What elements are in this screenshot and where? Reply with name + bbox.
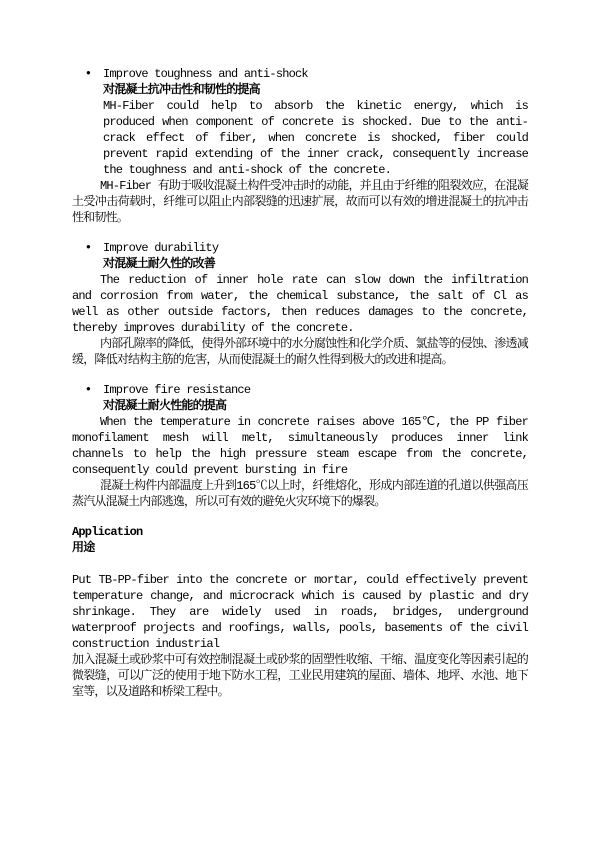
section-heading-zh: 对混凝土耐火性能的提高 [103, 399, 227, 413]
list-item [86, 66, 528, 178]
section-durability [72, 240, 528, 368]
section-application [72, 524, 528, 700]
section-title-en: Improve durability [103, 241, 219, 255]
list-item-body [103, 240, 528, 272]
bullet-icon: ● [86, 385, 91, 394]
application-body [72, 572, 528, 700]
section-toughness [72, 66, 528, 226]
section-heading-zh: 对混凝土抗冲击性和韧性的提高 [103, 83, 260, 97]
list-item-body [103, 382, 528, 414]
section-heading-zh: 对混凝土耐久性的改善 [103, 257, 216, 271]
section-fire-resistance [72, 382, 528, 510]
bullet-icon: ● [86, 243, 91, 252]
section-paragraph-en: When the temperature in concrete raises above 165℃, the PP fiber monofilament mesh will melt, simultaneously produces inner link channels to help the high pressure steam escape from the concrete, consequently could prevent bursting in fire [72, 415, 528, 477]
section-paragraph-zh: 内部孔隙率的降低，使得外部环境中的水分腐蚀性和化学介质、氯盐等的侵蚀、渗透减缓，降低对结构主筋的危害，从而使混凝土的耐久性得到极大的改进和提高。 [72, 337, 528, 367]
application-paragraph-en: Put TB-PP-fiber into the concrete or mortar, could effectively prevent temperature change, and microcrack which is caused by plastic and dry shrinkage. They are widely used in roads, bridges, underground waterproof projects and roofings, walls, pools, basements of the civil construction industrial [72, 573, 528, 651]
list-item [86, 382, 528, 414]
section-paragraph-zh: 混凝土构件内部温度上升到165℃以上时，纤维熔化，形成内部连道的孔道以供强高压蒸汽从混凝土内部逃逸，所以可有效的避免火灾环境下的爆裂。 [72, 479, 528, 509]
application-paragraph-zh: 加入混凝土或砂浆中可有效控制混凝土或砂浆的固塑性收缩、干缩、温度变化等因素引起的微裂缝，可以广泛的使用于地下防水工程，工业民用建筑的屋面、墙体、地坪、水池、地下室等，以及道路和桥梁工程中。 [72, 653, 528, 699]
section-title-en: Improve fire resistance [103, 383, 251, 397]
section-title-en: Improve toughness and anti-shock [103, 67, 308, 81]
section-paragraph-zh: MH-Fiber 有助于吸收混凝土构件受冲击时的动能，并且由于纤维的阻裂效应，在混凝土受冲击荷载时，纤维可以阻止内部裂缝的迅速扩展，故而可以有效的增进混凝土的抗冲击性和韧性。 [72, 179, 528, 225]
list-item-body [103, 66, 528, 178]
section-paragraph-en: The reduction of inner hole rate can slow down the infiltration and corrosion from water, the chemical substance, the salt of Cl as well as other outside factors, then reduces damages to the concrete, thereby improves durability of the concrete. [72, 273, 528, 335]
section-paragraph-en: MH-Fiber could help to absorb the kinetic energy, which is produced when component of concrete is shocked. Due to the anti-crack effect of fiber, when concrete is shocked, fiber could prevent rapid extending of the inner crack, consequently increase the toughness and anti-shock of the concrete. [103, 99, 528, 177]
bullet-icon: ● [86, 69, 91, 78]
application-heading-en: Application [72, 525, 143, 539]
list-item [86, 240, 528, 272]
application-heading-zh: 用途 [72, 541, 95, 555]
